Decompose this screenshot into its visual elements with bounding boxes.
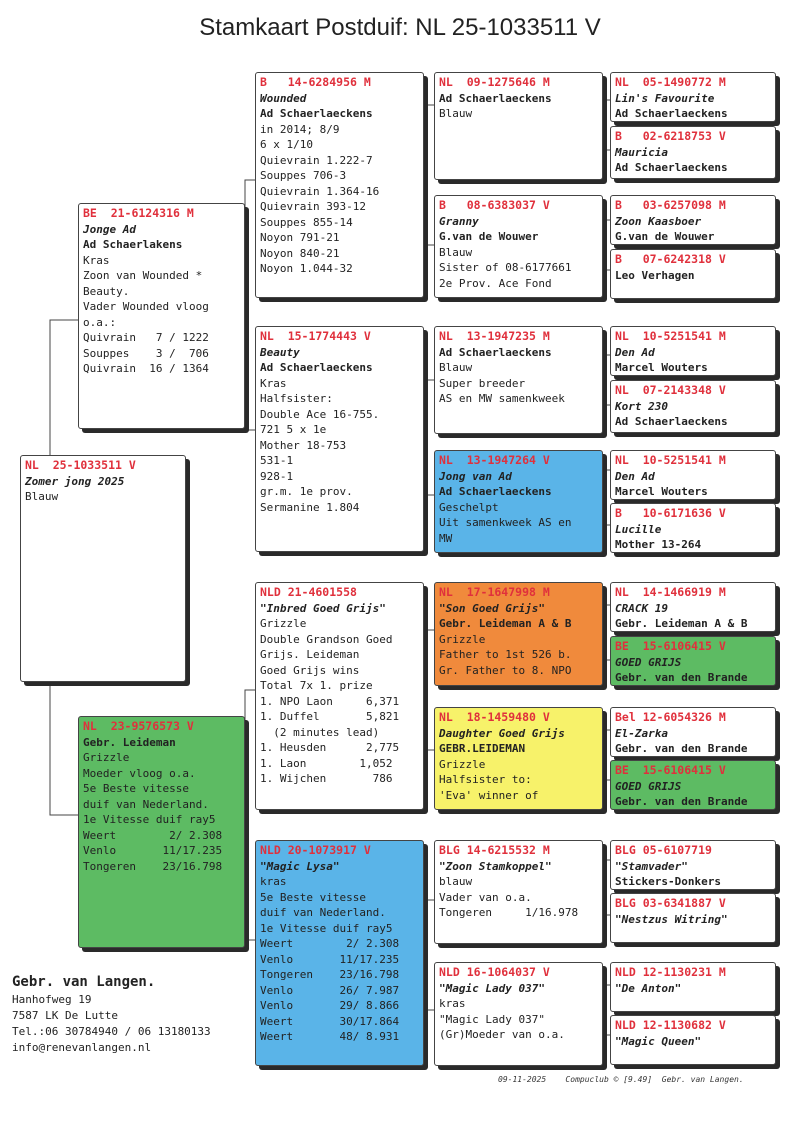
owner-name: Ad Schaerlaeckens — [439, 91, 552, 105]
g4-card-3[interactable]: B 03-6257098 M Zoon Kaasboer G.van de Wouwer — [610, 195, 776, 245]
ffm-card[interactable]: B 08-6383037 V Granny G.van de Wouwer Blauw Sister of 08-6177661 2e Prov. Ace Fond — [434, 195, 603, 298]
ring-number: NL 25-1033511 V — [25, 458, 136, 472]
fff-card[interactable]: NL 09-1275646 M Ad Schaerlaeckens Blauw — [434, 72, 603, 180]
g4-card-11[interactable]: Bel 12-6054326 M El-Zarka Gebr. van den Brande — [610, 707, 776, 757]
pigeon-name: Jong van Ad — [439, 469, 512, 483]
pigeon-name: Beauty — [260, 345, 300, 359]
pigeon-name: Zomer jong 2025 — [25, 474, 125, 488]
g4-card-14[interactable]: BLG 03-6341887 V "Nestzus Witring" — [610, 893, 776, 943]
fmf-card[interactable]: NL 13-1947235 M Ad Schaerlaeckens Blauw Super breeder AS en MW samenkweek — [434, 326, 603, 434]
g4-card-9[interactable]: NL 14-1466919 M CRACK 19 Gebr. Leideman A & B — [610, 582, 776, 632]
g4-card-1[interactable]: NL 05-1490772 M Lin's Favourite Ad Schaerlaeckens — [610, 72, 776, 122]
owner-name: Gebr. Leideman — [83, 735, 176, 749]
print-stamp: 09-11-2025 Compuclub © [9.49] Gebr. van Langen. — [498, 1075, 744, 1084]
ring-number: NL 13-1947264 V — [439, 453, 550, 467]
ring-number: NLD 20-1073917 V — [260, 843, 371, 857]
ring-number: NLD 16-1064037 V — [439, 965, 550, 979]
g4-card-16[interactable]: NLD 12-1130682 V "Magic Queen" — [610, 1015, 776, 1065]
owner-name: Gebr. Leideman A & B — [439, 617, 572, 630]
owner-name: Ad Schaerlaeckens — [260, 361, 373, 374]
ring-number: NL 09-1275646 M — [439, 75, 550, 89]
pigeon-name: "Zoon Stamkoppel" — [439, 859, 552, 873]
owner-name: Ad Schaerlaeckens — [439, 345, 552, 359]
breeder-address: Hanhofweg 19 — [12, 993, 92, 1006]
pigeon-name: Daughter Goed Grijs — [439, 726, 565, 740]
mmf-card[interactable]: BLG 14-6215532 M "Zoon Stamkoppel" blauw Vader van o.a. Tongeren 1/16.978 — [434, 840, 603, 944]
ring-number: BLG 14-6215532 M — [439, 843, 550, 857]
breeder-email: info@renevanlangen.nl — [12, 1041, 152, 1054]
mff-card[interactable]: NL 17-1647998 M "Son Goed Grijs" Gebr. Leideman A & B Grizzle Father to 1st 526 b. Gr. Father to 8. NPO — [434, 582, 603, 686]
g4-card-4[interactable]: B 07-6242318 V Leo Verhagen — [610, 249, 776, 299]
mother-card[interactable]: NL 23-9576573 V Gebr. Leideman Grizzle Moeder vloog o.a. 5e Beste vitesse duif van Nederland. 1e Vitesse duif ray5 Weert 2/ 2.308 Venlo 11/17.235 Tongeren 23/16.798 — [78, 716, 245, 948]
g4-card-7[interactable]: NL 10-5251541 M Den Ad Marcel Wouters — [610, 450, 776, 500]
ring-number: NL 18-1459480 V — [439, 710, 550, 724]
ring-number: NL 17-1647998 M — [439, 585, 550, 599]
g4-card-2[interactable]: B 02-6218753 V Mauricia Ad Schaerlaeckens — [610, 126, 776, 179]
subject-card[interactable] — [20, 455, 186, 682]
breeder-info — [12, 972, 211, 1056]
pigeon-name: "Inbred Goed Grijs" — [260, 601, 386, 615]
fmm-card[interactable]: NL 13-1947264 V Jong van Ad Ad Schaerlaeckens Geschelpt Uit samenkweek AS en MW — [434, 450, 603, 553]
breeder-city: 7587 LK De Lutte — [12, 1009, 118, 1022]
ring-number: NL 23-9576573 V — [83, 719, 194, 733]
pigeon-name: "Son Goed Grijs" — [439, 601, 545, 615]
owner-name: Ad Schaerlakens — [83, 238, 183, 251]
ring-number: NL 13-1947235 M — [439, 329, 550, 343]
ring-number: NL 15-1774443 V — [260, 329, 371, 343]
paternal-grandmother-card[interactable]: NL 15-1774443 V Beauty Ad Schaerlaeckens Kras Halfsister: Double Ace 16-755. 721 5 x 1e Mother 18-753 531-1 928-1 gr.m. 1e prov. Sermanine 1.804 — [255, 326, 424, 552]
owner-name: G.van de Wouwer — [439, 230, 539, 243]
mfm-card[interactable]: NL 18-1459480 V Daughter Goed Grijs GEBR.LEIDEMAN Grizzle Halfsister to: 'Eva' winner of — [434, 707, 603, 810]
pigeon-name: Wounded — [260, 91, 307, 105]
owner-name: Ad Schaerlaeckens — [260, 107, 373, 120]
g4-card-6[interactable]: NL 07-2143348 V Kort 230 Ad Schaerlaeckens — [610, 380, 776, 433]
ring-number: B 08-6383037 V — [439, 198, 550, 212]
paternal-grandfather-card[interactable]: B 14-6284956 M Wounded Ad Schaerlaeckens in 2014; 8/9 6 x 1/10 Quievrain 1.222-7 Souppes 706-3 Quievrain 1.364-16 Quievrain 393-12 Souppes 855-14 Noyon 791-21 Noyon 840-21 Noyon 1.044-32 — [255, 72, 424, 298]
pigeon-name: "Magic Lysa" — [260, 859, 340, 873]
ring-number: B 14-6284956 M — [260, 75, 371, 89]
g4-card-10[interactable]: BE 15-6106415 V GOED GRIJS Gebr. van den Brande — [610, 636, 776, 686]
ring-number: BE 21-6124316 M — [83, 206, 194, 220]
g4-card-15[interactable]: NLD 12-1130231 M "De Anton" — [610, 962, 776, 1012]
maternal-grandmother-card[interactable]: NLD 20-1073917 V "Magic Lysa" kras 5e Beste vitesse duif van Nederland. 1e Vitesse duif ray5 Weert 2/ 2.308 Venlo 11/17.235 Tongeren 23/16.798 Venlo 26/ 7.987 Venlo 29/ 8.866 Weert 30/17.864 Weert 48/ 8.931 — [255, 840, 424, 1066]
g4-card-8[interactable]: B 10-6171636 V Lucille Mother 13-264 — [610, 503, 776, 553]
mmm-card[interactable]: NLD 16-1064037 V "Magic Lady 037" kras "Magic Lady 037" (Gr)Moeder van o.a. — [434, 962, 603, 1066]
ring-number: NLD 21-4601558 — [260, 585, 357, 599]
maternal-grandfather-card[interactable]: NLD 21-4601558 "Inbred Goed Grijs" Grizzle Double Grandson Goed Grijs. Leideman Goed Grijs wins Total 7x 1. prize 1. NPO Laon 6,371 1. Duffel 5,821 (2 minutes lead) 1. Heusden 2,775 1. Laon 1,052 1. Wijchen 786 — [255, 582, 424, 810]
pigeon-color: Blauw — [25, 490, 59, 503]
page-title: Stamkaart Postduif: NL 25-1033511 V — [199, 14, 601, 41]
breeder-phone: Tel.:06 30784940 / 06 13180133 — [12, 1025, 211, 1038]
pigeon-name: "Magic Lady 037" — [439, 981, 545, 995]
father-card[interactable]: BE 21-6124316 M Jonge Ad Ad Schaerlakens Kras Zoon van Wounded * Beauty. Vader Wounded vloog o.a.: Quivrain 7 / 1222 Souppes 3 / 706 Quivrain 16 / 1364 — [78, 203, 245, 429]
g4-card-13[interactable]: BLG 05-6107719 "Stamvader" Stickers-Donkers — [610, 840, 776, 890]
pigeon-name: Granny — [439, 214, 479, 228]
owner-name: Ad Schaerlaeckens — [439, 485, 552, 498]
breeder-name: Gebr. van Langen. — [12, 974, 156, 990]
g4-card-5[interactable]: NL 10-5251541 M Den Ad Marcel Wouters — [610, 326, 776, 376]
pigeon-name: Jonge Ad — [83, 222, 136, 236]
owner-name: GEBR.LEIDEMAN — [439, 742, 526, 755]
g4-card-12[interactable]: BE 15-6106415 V GOED GRIJS Gebr. van den Brande — [610, 760, 776, 810]
